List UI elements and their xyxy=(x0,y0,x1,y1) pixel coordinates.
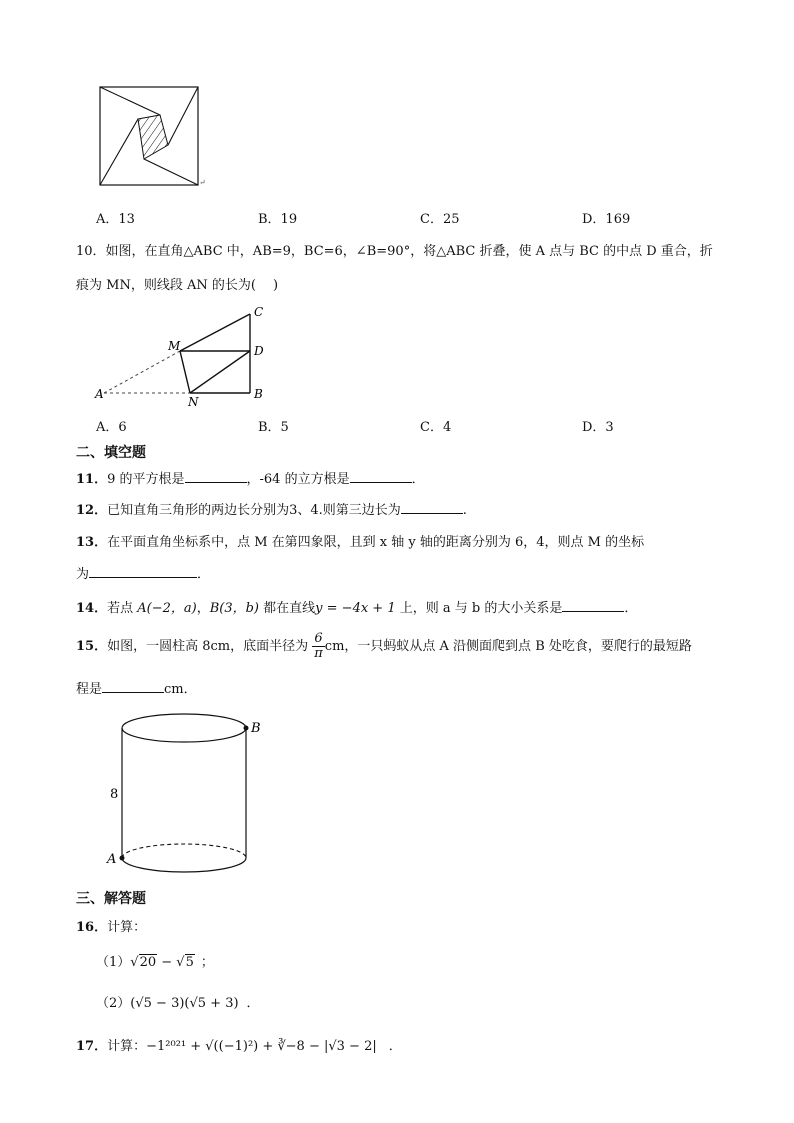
cylinder-bottom-back xyxy=(122,844,246,858)
q11-blank-1[interactable] xyxy=(185,471,247,483)
q12-text-b: . xyxy=(462,503,467,518)
point-b-dot xyxy=(244,726,249,731)
label-b: B xyxy=(254,387,263,401)
q11-text-a: 9 的平方根是 xyxy=(107,472,185,487)
label-height: 8 xyxy=(110,787,119,802)
label-m: M xyxy=(168,339,181,353)
q14-text-c: 上，则 a 与 b 的大小关系是 xyxy=(399,601,563,616)
point-a-dot xyxy=(120,856,125,861)
q14-sep: ， xyxy=(196,601,210,616)
label-c: C xyxy=(254,305,264,319)
q13-blank[interactable] xyxy=(89,566,197,578)
q14-point-b: B(3，b) xyxy=(209,601,260,616)
q16-part1-end: ； xyxy=(200,955,214,970)
q15-text-a: 如图，一圆柱高 8cm，底面半径为 xyxy=(107,639,309,654)
q11 xyxy=(76,468,425,487)
q15-frac-den: π xyxy=(314,646,323,661)
q16-part1-radicand-b: 5 xyxy=(185,955,194,970)
q10-option-b: B．5 xyxy=(258,420,289,435)
sqrt-sign: √ xyxy=(176,955,185,970)
segment-mn xyxy=(180,351,190,393)
label-b: B xyxy=(251,721,261,736)
q14-number: 14． xyxy=(76,601,108,616)
q13-text-b: 为 xyxy=(76,567,90,582)
sqrt-sign: √ xyxy=(130,955,139,970)
fold-line-am xyxy=(104,351,180,393)
q14-point-a: A(−2，a) xyxy=(137,601,197,616)
inner-shaded-square xyxy=(138,115,168,159)
q11-number: 11． xyxy=(76,472,108,487)
q11-text-b: ，-64 的立方根是 xyxy=(246,472,350,487)
q15-text-d: cm． xyxy=(164,682,197,697)
q12-blank[interactable] xyxy=(401,502,463,514)
q13-line1 xyxy=(76,531,644,550)
q9-option-d: D．169 xyxy=(582,212,631,227)
q10-line1: 10．如图，在直角△ABC 中，AB=9，BC=6，∠B=90°，将△ABC 折叠，使 A 点与 BC 的中点 D 重合，折 xyxy=(76,244,713,259)
label-d: D xyxy=(254,344,264,358)
cylinder-bottom-front xyxy=(122,858,246,872)
q17 xyxy=(76,1035,402,1054)
q15-text-c: 程是 xyxy=(76,682,103,697)
q9-option-b: B．19 xyxy=(258,212,298,227)
q17-expression: −1²⁰²¹ + √((−1)²) + ∛−8 − |√3 − 2| xyxy=(146,1039,377,1054)
q16 xyxy=(76,916,146,935)
q13-number: 13． xyxy=(76,535,108,550)
q15-frac-num: 6 xyxy=(312,632,325,647)
q9-option-a: A．13 xyxy=(96,212,135,227)
q16-part2-label: （2） xyxy=(96,996,131,1011)
q15-line1 xyxy=(76,632,692,661)
q17-number: 17． xyxy=(76,1039,108,1054)
svg-text:↵: ↵ xyxy=(199,178,206,187)
q10-line2: 痕为 MN，则线段 AN 的长为( ) xyxy=(76,278,279,293)
q16-part2 xyxy=(96,992,260,1011)
q9-figure xyxy=(98,85,208,190)
q14-text-b: 都在直线 xyxy=(263,601,316,616)
q14-line-equation: y = −4x + 1 xyxy=(315,601,396,616)
q15-blank[interactable] xyxy=(102,681,164,693)
q15-line2 xyxy=(76,678,197,697)
q16-number: 16． xyxy=(76,920,108,935)
segment-mc xyxy=(180,314,250,351)
q17-text: 计算： xyxy=(107,1039,147,1054)
section-3-title: 三、解答题 xyxy=(76,891,146,907)
q16-part2-end: ． xyxy=(246,996,260,1011)
label-a: A xyxy=(95,387,104,401)
section-2-title: 二、填空题 xyxy=(76,445,146,461)
q14-text-d: ． xyxy=(624,601,638,616)
q13-line2 xyxy=(76,563,210,582)
cylinder-top-ellipse xyxy=(122,714,246,742)
q15-text-b: cm，一只蚂蚁从点 A 沿侧面爬到点 B 处吃食，要爬行的最短路 xyxy=(324,639,692,654)
q16-text: 计算： xyxy=(107,920,147,935)
q12-text-a: 已知直角三角形的两边长分别为3、4.则第三边长为 xyxy=(107,503,401,518)
q10-option-d: D．3 xyxy=(582,420,614,435)
q14-blank[interactable] xyxy=(562,600,624,612)
segment-nd xyxy=(190,351,250,393)
q10-option-a: A．6 xyxy=(96,420,127,435)
q12 xyxy=(76,499,467,518)
label-a: A xyxy=(107,852,117,867)
q14-text-a: 若点 xyxy=(107,601,134,616)
q16-part1 xyxy=(96,951,214,970)
q16-part1-label: （1） xyxy=(96,955,131,970)
q15-number: 15． xyxy=(76,639,108,654)
q10-figure xyxy=(92,302,282,412)
label-n: N xyxy=(188,395,199,409)
q15-cylinder-figure xyxy=(100,708,275,880)
q16-part1-minus: − xyxy=(157,955,177,970)
q11-blank-2[interactable] xyxy=(350,471,412,483)
q12-number: 12． xyxy=(76,503,108,518)
q14 xyxy=(76,597,637,616)
q13-text: 在平面直角坐标系中，点 M 在第四象限，且到 x 轴 y 轴的距离分别为 6，4，则点 M 的坐标 xyxy=(107,535,645,550)
q10-option-c: C．4 xyxy=(420,420,452,435)
q17-end: ． xyxy=(388,1039,402,1054)
q9-option-c: C．25 xyxy=(420,212,460,227)
q16-part2-expression: (√5 − 3)(√5 + 3) xyxy=(130,996,239,1011)
q11-text-c: ． xyxy=(411,472,425,487)
q13-text-c: ． xyxy=(197,567,211,582)
q15-radius-fraction xyxy=(312,632,325,661)
q16-part1-radicand-a: 20 xyxy=(139,955,157,970)
